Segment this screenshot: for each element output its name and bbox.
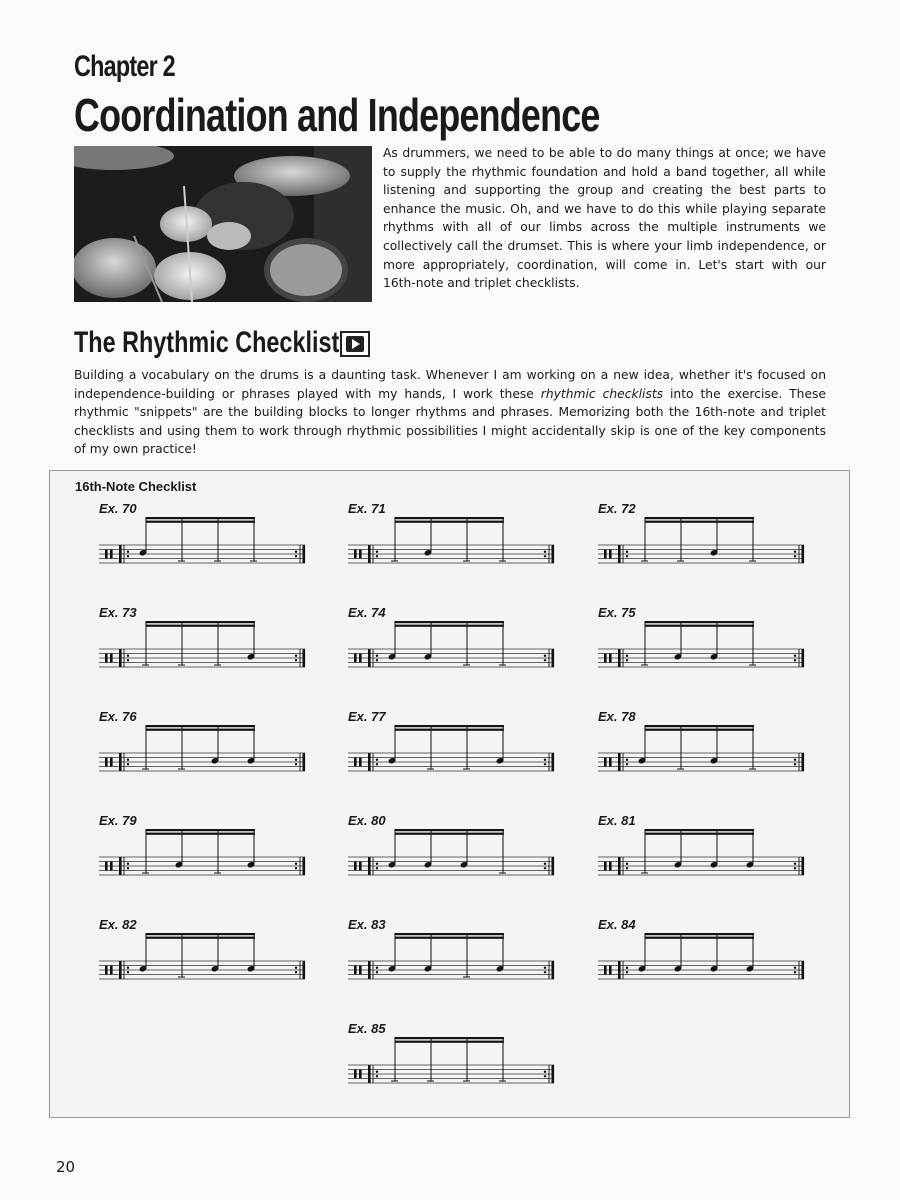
percussion-clef — [354, 862, 357, 871]
repeat-dot — [376, 551, 378, 553]
repeat-barline — [368, 545, 371, 563]
notation-example — [348, 605, 568, 685]
beam — [645, 937, 754, 939]
notation-staff — [344, 721, 559, 787]
repeat-dot — [794, 763, 796, 765]
repeat-barline — [368, 857, 371, 875]
beam — [395, 1037, 504, 1039]
beam — [146, 625, 255, 627]
notation-staff — [344, 617, 559, 683]
percussion-clef — [359, 966, 362, 975]
section-paragraph: Building a vocabulary on the drums is a daunting task. Whenever I am working on a new idea, whether it's focused on independence-building or phrases played with my hands, I work these rhythmic checklists into the exercise. These rhythmic "snippets" are the building blocks to longer rhythms and phrases. Memorizing both the 16th-note and triplet checklists and using them to work through rhythmic possibilities I might accidentally skip is one of the key components of my own practice! — [74, 368, 827, 457]
notation-example — [348, 709, 568, 789]
beam — [395, 933, 504, 935]
example-label: Ex. 84 — [598, 917, 636, 932]
example-label: Ex. 71 — [348, 501, 386, 516]
repeat-barline — [552, 961, 555, 979]
repeat-barline — [618, 545, 621, 563]
repeat-dot — [127, 555, 129, 557]
beam — [146, 725, 255, 727]
percussion-clef — [609, 654, 612, 663]
repeat-barline — [618, 753, 621, 771]
notation-example — [348, 813, 568, 893]
percussion-clef — [359, 550, 362, 559]
notation-staff — [594, 721, 809, 787]
percussion-clef — [105, 654, 108, 663]
notation-staff — [95, 513, 310, 579]
repeat-barline — [303, 649, 306, 667]
beam — [645, 829, 754, 831]
notation-example — [99, 501, 319, 581]
chapter-label: Chapter 2 — [74, 50, 175, 83]
repeat-dot — [794, 555, 796, 557]
repeat-dot — [295, 555, 297, 557]
beam — [146, 829, 255, 831]
repeat-dot — [127, 551, 129, 553]
beam — [395, 829, 504, 831]
percussion-clef — [359, 862, 362, 871]
repeat-dot — [295, 759, 297, 761]
example-label: Ex. 78 — [598, 709, 636, 724]
percussion-clef — [609, 758, 612, 767]
repeat-dot — [626, 555, 628, 557]
beam — [645, 833, 754, 835]
repeat-dot — [376, 967, 378, 969]
repeat-dot — [295, 655, 297, 657]
percussion-clef — [354, 654, 357, 663]
percussion-clef — [354, 758, 357, 767]
beam — [395, 937, 504, 939]
notation-staff — [344, 513, 559, 579]
beam — [146, 933, 255, 935]
percussion-clef — [110, 862, 113, 871]
repeat-barline — [802, 649, 805, 667]
repeat-barline — [802, 545, 805, 563]
repeat-dot — [794, 971, 796, 973]
repeat-barline — [303, 961, 306, 979]
repeat-barline — [552, 753, 555, 771]
example-label: Ex. 76 — [99, 709, 137, 724]
example-label: Ex. 72 — [598, 501, 636, 516]
repeat-dot — [376, 867, 378, 869]
beam — [395, 621, 504, 623]
chapter-title: Coordination and Independence — [74, 89, 600, 141]
notation-example — [598, 917, 818, 997]
repeat-dot — [794, 863, 796, 865]
notation-staff — [95, 721, 310, 787]
checklist-title: 16th-Note Checklist — [75, 479, 197, 494]
example-label: Ex. 79 — [99, 813, 137, 828]
beam — [146, 833, 255, 835]
example-label: Ex. 75 — [598, 605, 636, 620]
percussion-clef — [110, 966, 113, 975]
beam — [146, 517, 255, 519]
repeat-dot — [794, 655, 796, 657]
notation-example — [99, 917, 319, 997]
percussion-clef — [105, 966, 108, 975]
beam — [645, 521, 754, 523]
notation-staff — [344, 825, 559, 891]
example-label: Ex. 77 — [348, 709, 386, 724]
percussion-clef — [354, 966, 357, 975]
percussion-clef — [105, 550, 108, 559]
repeat-dot — [127, 867, 129, 869]
notation-staff — [594, 513, 809, 579]
repeat-dot — [295, 967, 297, 969]
notation-example — [348, 501, 568, 581]
repeat-barline — [552, 857, 555, 875]
repeat-barline — [368, 649, 371, 667]
beam — [645, 729, 754, 731]
notation-staff — [95, 825, 310, 891]
repeat-barline — [802, 753, 805, 771]
notation-staff — [344, 1033, 559, 1099]
notation-staff — [594, 825, 809, 891]
repeat-dot — [544, 555, 546, 557]
repeat-barline — [119, 753, 122, 771]
intro-paragraph: As drummers, we need to be able to do many things at once; we have to supply the rhythmic foundation and hold a band together, all while listening and supporting the group and creating the best parts to enhance the music. Oh, and we have to do this while playing separate rhythms with all of our limbs across the multiple instruments we collectively call the drumset. This is where your limb independence, or more appropriately, coordination, will come in. Let's start with our 16th-note and triplet checklists. — [383, 146, 826, 291]
repeat-dot — [295, 659, 297, 661]
example-label: Ex. 81 — [598, 813, 636, 828]
repeat-dot — [626, 551, 628, 553]
beam — [395, 725, 504, 727]
repeat-barline — [618, 961, 621, 979]
repeat-dot — [376, 555, 378, 557]
percussion-clef — [359, 758, 362, 767]
notation-example — [598, 501, 818, 581]
beam — [395, 517, 504, 519]
example-label: Ex. 80 — [348, 813, 386, 828]
percussion-clef — [609, 550, 612, 559]
repeat-dot — [376, 763, 378, 765]
play-video-button[interactable] — [340, 331, 370, 357]
beam — [395, 625, 504, 627]
repeat-dot — [544, 759, 546, 761]
repeat-dot — [626, 863, 628, 865]
beam — [395, 1041, 504, 1043]
notation-example — [348, 1021, 568, 1101]
notation-example — [99, 605, 319, 685]
repeat-dot — [544, 659, 546, 661]
repeat-dot — [376, 759, 378, 761]
repeat-barline — [368, 961, 371, 979]
repeat-barline — [303, 545, 306, 563]
repeat-barline — [618, 857, 621, 875]
notation-example — [348, 917, 568, 997]
repeat-dot — [626, 659, 628, 661]
repeat-dot — [626, 867, 628, 869]
percussion-clef — [604, 862, 607, 871]
percussion-clef — [354, 1070, 357, 1079]
beam — [146, 521, 255, 523]
percussion-clef — [110, 654, 113, 663]
notation-staff — [95, 617, 310, 683]
beam — [645, 725, 754, 727]
repeat-dot — [376, 659, 378, 661]
percussion-clef — [105, 862, 108, 871]
beam — [146, 729, 255, 731]
repeat-dot — [376, 863, 378, 865]
notation-example — [99, 709, 319, 789]
beam — [645, 517, 754, 519]
repeat-dot — [127, 763, 129, 765]
repeat-dot — [127, 971, 129, 973]
repeat-dot — [544, 1075, 546, 1077]
repeat-dot — [626, 967, 628, 969]
notation-staff — [594, 617, 809, 683]
repeat-dot — [127, 655, 129, 657]
repeat-dot — [626, 971, 628, 973]
percussion-clef — [609, 966, 612, 975]
repeat-dot — [794, 759, 796, 761]
repeat-dot — [376, 1075, 378, 1077]
repeat-dot — [544, 863, 546, 865]
repeat-barline — [552, 649, 555, 667]
repeat-barline — [552, 545, 555, 563]
percussion-clef — [604, 654, 607, 663]
repeat-dot — [544, 655, 546, 657]
repeat-dot — [376, 1071, 378, 1073]
repeat-dot — [544, 763, 546, 765]
percussion-clef — [110, 550, 113, 559]
notation-example — [99, 813, 319, 893]
repeat-barline — [368, 753, 371, 771]
percussion-clef — [604, 966, 607, 975]
repeat-barline — [368, 1065, 371, 1083]
repeat-barline — [119, 857, 122, 875]
repeat-dot — [544, 967, 546, 969]
repeat-barline — [802, 857, 805, 875]
repeat-dot — [376, 971, 378, 973]
repeat-barline — [119, 961, 122, 979]
notation-example — [598, 709, 818, 789]
example-label: Ex. 82 — [99, 917, 137, 932]
example-label: Ex. 73 — [99, 605, 137, 620]
repeat-dot — [127, 759, 129, 761]
repeat-dot — [794, 967, 796, 969]
repeat-dot — [544, 551, 546, 553]
percussion-clef — [604, 550, 607, 559]
repeat-dot — [127, 863, 129, 865]
beam — [395, 833, 504, 835]
repeat-dot — [544, 867, 546, 869]
page-number: 20 — [56, 1158, 76, 1176]
notation-staff — [344, 929, 559, 995]
notation-staff — [594, 929, 809, 995]
beam — [645, 621, 754, 623]
beam — [146, 937, 255, 939]
repeat-barline — [303, 753, 306, 771]
repeat-dot — [295, 863, 297, 865]
repeat-dot — [626, 655, 628, 657]
repeat-dot — [794, 551, 796, 553]
repeat-dot — [794, 659, 796, 661]
repeat-barline — [802, 961, 805, 979]
repeat-dot — [544, 1071, 546, 1073]
repeat-barline — [618, 649, 621, 667]
percussion-clef — [354, 550, 357, 559]
repeat-barline — [303, 857, 306, 875]
beam — [645, 625, 754, 627]
example-label: Ex. 83 — [348, 917, 386, 932]
repeat-dot — [295, 867, 297, 869]
beam — [645, 933, 754, 935]
notation-example — [598, 813, 818, 893]
percussion-clef — [609, 862, 612, 871]
beam — [395, 521, 504, 523]
repeat-dot — [295, 763, 297, 765]
beam — [395, 729, 504, 731]
section-title: The Rhythmic Checklist — [74, 326, 340, 359]
repeat-barline — [119, 545, 122, 563]
repeat-dot — [376, 655, 378, 657]
beam — [146, 621, 255, 623]
notation-example — [598, 605, 818, 685]
percussion-clef — [105, 758, 108, 767]
repeat-dot — [295, 551, 297, 553]
repeat-barline — [119, 649, 122, 667]
repeat-dot — [626, 759, 628, 761]
percussion-clef — [110, 758, 113, 767]
repeat-dot — [127, 659, 129, 661]
repeat-dot — [127, 967, 129, 969]
checklist-box — [49, 470, 850, 1118]
repeat-dot — [794, 867, 796, 869]
percussion-clef — [359, 654, 362, 663]
example-label: Ex. 70 — [99, 501, 137, 516]
drumset-photo — [74, 146, 372, 302]
notation-staff — [95, 929, 310, 995]
repeat-dot — [295, 971, 297, 973]
percussion-clef — [359, 1070, 362, 1079]
repeat-dot — [626, 763, 628, 765]
repeat-barline — [552, 1065, 555, 1083]
example-label: Ex. 85 — [348, 1021, 386, 1036]
play-icon — [346, 336, 364, 352]
example-label: Ex. 74 — [348, 605, 386, 620]
repeat-dot — [544, 971, 546, 973]
percussion-clef — [604, 758, 607, 767]
